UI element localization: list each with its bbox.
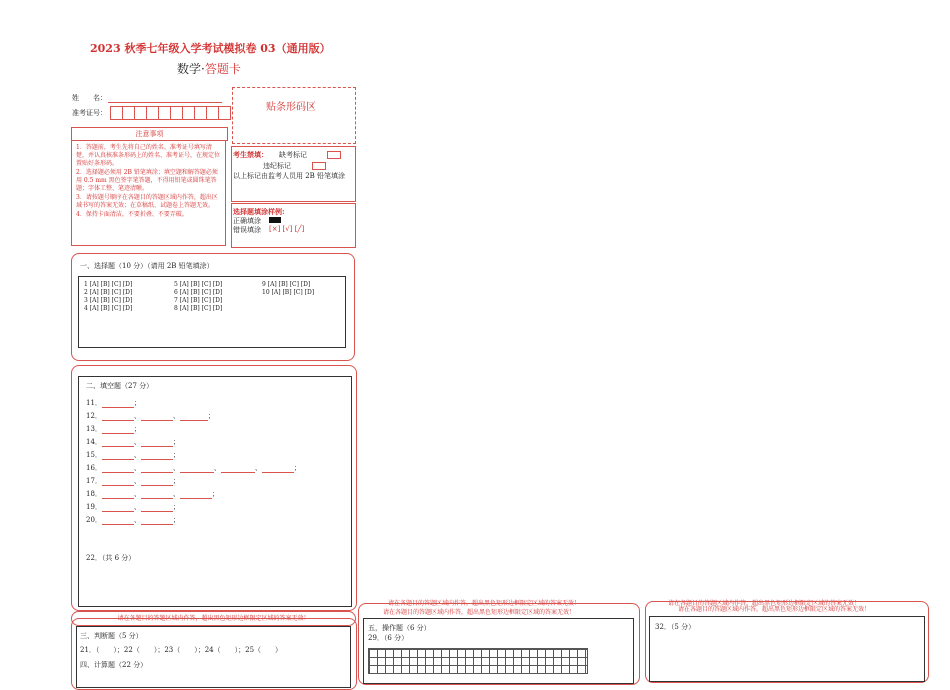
blank-field[interactable] xyxy=(262,464,294,473)
q-number: 20． xyxy=(86,516,102,524)
warning-text-mid-top: 请在各题目的答题区域内作答，超出黑色矩形边框限定区域的答案无效！ xyxy=(388,600,581,607)
warning-text-right-top: 请在各题目的答题区域内作答，超出黑色矩形边框限定区域的答案无效！ xyxy=(668,600,861,607)
notice-item: 2．选择题必须用 2B 铅笔填涂；填空题和解答题必须用 0.5 mm 黑色签字笔答题，不得用铅笔或圆珠笔答题；字体工整、笔迹清晰。 xyxy=(76,169,218,192)
choice-row[interactable]: 9 [A] [B] [C] [D] xyxy=(262,281,311,288)
blank-field[interactable] xyxy=(180,490,212,499)
q-number: 14． xyxy=(86,438,102,446)
blank-field[interactable] xyxy=(102,477,134,486)
correct-mark xyxy=(269,217,281,223)
choice-row[interactable]: 5 [A] [B] [C] [D] xyxy=(174,281,223,288)
q32-label: 32．（5 分） xyxy=(655,623,696,631)
choice-row[interactable]: 7 [A] [B] [C] [D] xyxy=(174,297,223,304)
name-label: 姓 名： xyxy=(72,94,107,102)
drawing-grid[interactable] xyxy=(368,648,588,674)
warning-text: 请在各题目的答题区域内作答，超出黑色矩形边框限定区域的答案无效！ xyxy=(117,615,310,622)
blank-field[interactable] xyxy=(102,438,134,447)
blank-field[interactable] xyxy=(141,451,173,460)
section-choice-title: 一、选择题（10 分）（请用 2B 铅笔填涂） xyxy=(80,262,214,270)
violation-checkbox[interactable] xyxy=(312,162,326,170)
blank-field[interactable] xyxy=(141,503,173,512)
id-label: 准考证号： xyxy=(72,109,107,117)
q20-row: 20． 、 ； xyxy=(86,516,180,524)
warning-text-mid: 请在各题目的答题区域内作答，超出黑色矩形边框限定区域的答案无效！ xyxy=(383,609,576,616)
choice-row[interactable]: 8 [A] [B] [C] [D] xyxy=(174,305,223,312)
section-choice xyxy=(71,253,355,361)
blank-field[interactable] xyxy=(180,412,208,421)
section-fill-title: 二、填空题（27 分） xyxy=(86,382,154,390)
q29-label: 29．（6 分） xyxy=(368,634,409,642)
choice-row[interactable]: 10 [A] [B] [C] [D] xyxy=(262,289,315,296)
notice-item: 3．请按题号顺序在各题目的答题区域内作答，超出区域书写的答案无效；在草稿纸、试题卷上答题无效。 xyxy=(76,194,218,209)
forbid-label: 考生禁填： xyxy=(233,150,268,159)
missing-checkbox[interactable] xyxy=(327,151,341,159)
example-title: 选择题填涂样例: xyxy=(233,207,285,216)
correct-label: 正确填涂 xyxy=(233,217,261,225)
wrong-label: 错误填涂 xyxy=(233,226,261,234)
blank-field[interactable] xyxy=(141,477,173,486)
blank-field[interactable] xyxy=(180,464,214,473)
blank-field[interactable] xyxy=(102,451,134,460)
violation-label: 违纪标记 xyxy=(263,162,291,170)
section-calc-title: 四、计算题（22 分） xyxy=(80,661,148,669)
q-number: 11． xyxy=(86,399,102,407)
id-boxes[interactable] xyxy=(110,106,231,120)
blank-field[interactable] xyxy=(102,516,134,525)
q17-row: 17． 、 ； xyxy=(86,477,180,485)
blank-field[interactable] xyxy=(102,490,134,499)
subtitle-subject: 数学· xyxy=(177,62,205,76)
choice-col-3[interactable] xyxy=(262,281,314,297)
judge-row[interactable]: 21．（ ）；22（ ）；23（ ）；24（ ）；25（ ） xyxy=(80,646,283,654)
forbid-note: 以上标记由监考人员用 2B 铅笔填涂 xyxy=(233,172,346,180)
blank-field[interactable] xyxy=(141,516,173,525)
q14-row: 14． 、 ； xyxy=(86,438,180,446)
notice-box xyxy=(71,140,226,246)
blank-field[interactable] xyxy=(102,412,134,421)
choice-row[interactable]: 4 [A] [B] [C] [D] xyxy=(84,305,133,312)
exam-title: 2023 秋季七年级入学考试模拟卷 03（通用版） xyxy=(90,42,331,55)
q-number: 16． xyxy=(86,464,102,472)
blank-field[interactable] xyxy=(141,464,173,473)
wrong-marks: [×] [√] [╱] xyxy=(269,225,305,233)
choice-row[interactable]: 3 [A] [B] [C] [D] xyxy=(84,297,133,304)
section-judge-title: 三、判断题（5 分） xyxy=(80,632,143,640)
warning-text-right: 请在各题目的答题区域内作答，超出黑色矩形边框限定区域的答案无效！ xyxy=(678,606,871,613)
q18-row: 18． 、 、 ； xyxy=(86,490,219,498)
blank-field[interactable] xyxy=(102,399,134,408)
notice-title: 注意事项 xyxy=(135,130,164,138)
q22-label: 22．（共 6 分） xyxy=(86,554,136,562)
subtitle-card: 答题卡 xyxy=(204,62,241,76)
blank-field[interactable] xyxy=(141,412,173,421)
q-number: 15． xyxy=(86,451,102,459)
notice-item: 1．答题前，考生先将自己的姓名、准考证号填写清楚，并认真核准条形码上的姓名、准考证号，在规定位置贴好条形码。 xyxy=(76,144,221,167)
choice-row[interactable]: 1 [A] [B] [C] [D] xyxy=(84,281,133,288)
choice-answer-box xyxy=(78,276,346,348)
q12-row: 12． 、 、 ； xyxy=(86,412,215,420)
missing-label: 缺考标记 xyxy=(279,151,307,159)
q16-row: 16． 、 、 、 、 ； xyxy=(86,464,301,472)
name-field[interactable] xyxy=(108,93,222,103)
blank-field[interactable] xyxy=(141,490,173,499)
blank-field[interactable] xyxy=(141,438,173,447)
choice-row[interactable]: 2 [A] [B] [C] [D] xyxy=(84,289,133,296)
choice-row[interactable]: 6 [A] [B] [C] [D] xyxy=(174,289,223,296)
q-number: 19． xyxy=(86,503,102,511)
barcode-area xyxy=(232,87,356,144)
q13-row: 13． ； xyxy=(86,425,141,433)
q-number: 12． xyxy=(86,412,102,420)
blank-field[interactable] xyxy=(221,464,255,473)
notice-item: 4．保持卡面清洁，不要折叠、不要弄破。 xyxy=(76,211,188,218)
q11-row: 11． ； xyxy=(86,399,141,407)
q15-row: 15． 、 ； xyxy=(86,451,180,459)
blank-field[interactable] xyxy=(102,464,134,473)
card-subtitle xyxy=(177,60,241,77)
q-number: 18． xyxy=(86,490,102,498)
q-number: 17． xyxy=(86,477,102,485)
choice-col-2[interactable] xyxy=(174,281,222,313)
choice-col-1[interactable] xyxy=(84,281,132,313)
blank-field[interactable] xyxy=(102,503,134,512)
section-operate-title: 五，操作题（6 分） xyxy=(368,624,431,632)
blank-field[interactable] xyxy=(102,425,134,434)
q19-row: 19． 、 ； xyxy=(86,503,180,511)
q-number: 13． xyxy=(86,425,102,433)
notice-title-box xyxy=(71,127,228,141)
forbid-box xyxy=(231,146,356,202)
barcode-label: 贴条形码区 xyxy=(266,102,316,113)
example-box xyxy=(231,203,356,248)
